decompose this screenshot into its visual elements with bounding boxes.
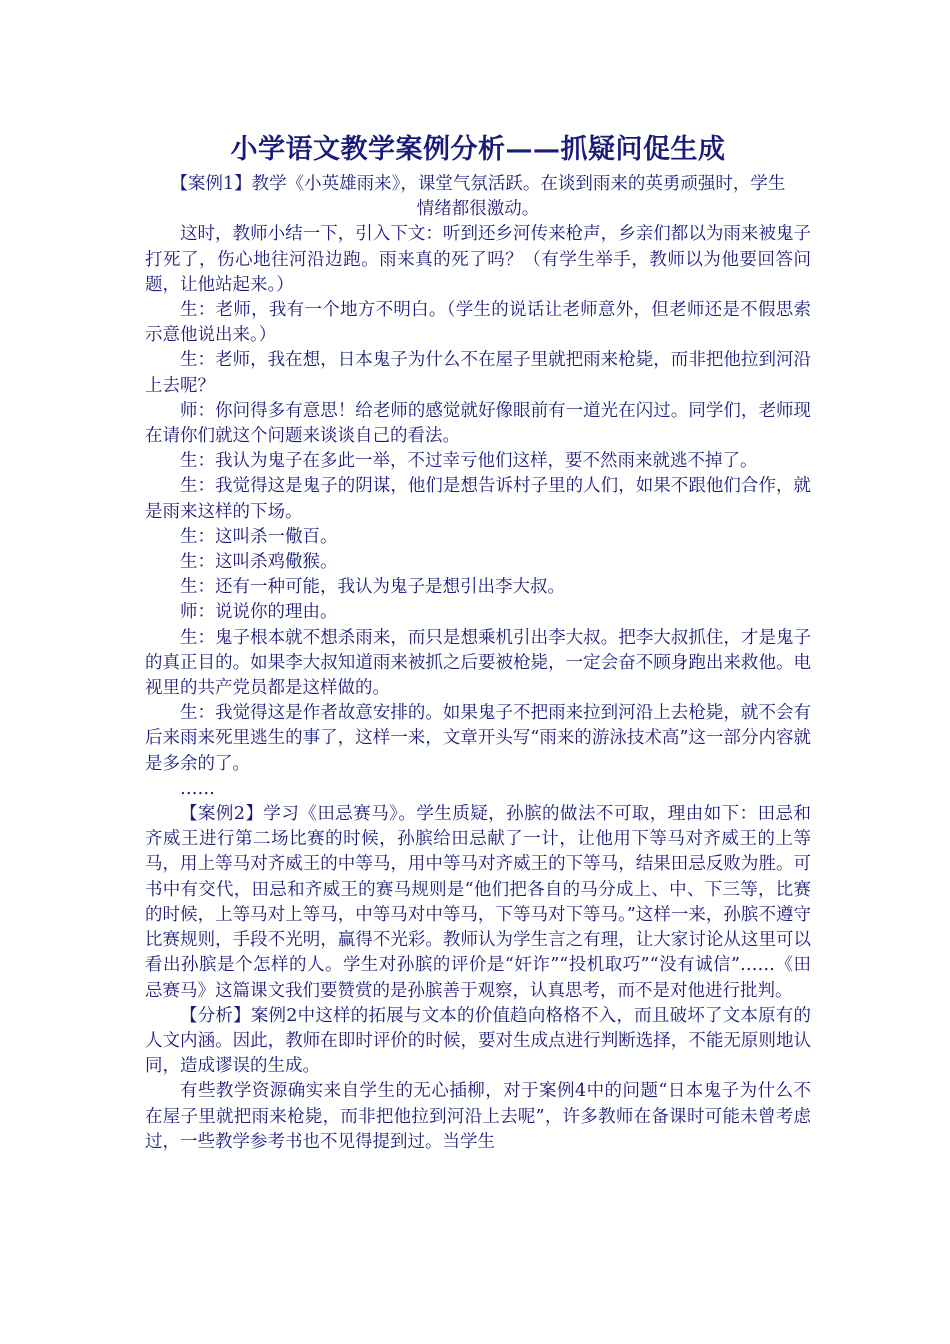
paragraph-analysis: 【分析】案例2中这样的拓展与文本的价值趋向格格不入，而且破坏了文本原有的人文内涵。因此，教师在即时评价的时候，要对生成点进行判断选择，不能无原则地认同，造成谬误的生成。 [145,1005,811,1077]
paragraph: 生：还有一种可能，我认为鬼子是想引出李大叔。 [180,577,565,598]
paragraph-case-2: 【案例2】学习《田忌赛马》。学生质疑，孙膑的做法不可取，理由如下：田忌和齐威王进行第二场比赛的时候，孙膑给田忌献了一计，让他用下等马对齐威王的上等马，用上等马对齐威王的中等马，用中等马对齐威王的下等马，结果田忌反败为胜。可书中有交代，田忌和齐威王的赛马规则是“他们把各自的马分成上、中、下三等，比赛的时候，上等马对上等马，中等马对中等马，下等马对下等马。”这样一来，孙膑不遵守比赛规则，手段不光明，赢得不光彩。教师认为学生言之有理，让大家讨论从这里可以看出孙膑是个怎样的人。学生对孙膑的评价是“奸诈”“投机取巧”“没有诚信”……《田忌赛马》这篇课文我们要赞赏的是孙膑善于观察，认真思考，而不是对他进行批判。 [145,804,811,1001]
paragraph: 生：这叫杀一儆百。 [180,526,338,547]
paragraph: 师：说说你的理由。 [180,602,338,623]
paragraph: 生：老师，我有一个地方不明白。（学生的说话让老师意外，但老师还是不假思索示意他说出来。） [145,300,811,346]
paragraph-case-1-intro: 【案例1】教学《小英雄雨来》，课堂气氛活跃。在谈到雨来的英勇顽强时，学生情绪都很激动。 [170,174,786,220]
paragraph: 有些教学资源确实来自学生的无心插柳，对于案例4中的问题“日本鬼子为什么不在屋子里就把雨来枪毙，而非把他拉到河沿上去呢”，许多教师在备课时可能未曾考虑过，一些教学参考书也不见得提到过。当学生 [145,1081,811,1152]
paragraph: 生：老师，我在想，日本鬼子为什么不在屋子里就把雨来枪毙，而非把他拉到河沿上去呢？ [145,350,811,396]
paragraph: 生：我觉得这是作者故意安排的。如果鬼子不把雨来拉到河沿上去枪毙，就不会有后来雨来死里逃生的事了，这样一来，文章开头写“雨来的游泳技术高”这一部分内容就是多余的了。 [145,703,811,774]
document-title: 小学语文教学案例分析——抓疑问促生成 [230,134,726,165]
document-page [145,130,811,1155]
paragraph: 生：这叫杀鸡儆猴。 [180,552,338,573]
paragraph: 这时，教师小结一下，引入下文：听到还乡河传来枪声，乡亲们都以为雨来被鬼子打死了，伤心地往河沿边跑。雨来真的死了吗？（有学生举手，教师以为他要回答问题，让他站起来。） [145,224,811,295]
ellipsis-paragraph: …… [180,778,215,799]
paragraph: 师：你问得多有意思！给老师的感觉就好像眼前有一道光在闪过。同学们，老师现在请你们就这个问题来谈谈自己的看法。 [145,400,811,447]
paragraph: 生：鬼子根本就不想杀雨来，而只是想乘机引出李大叔。把李大叔抓住，才是鬼子的真正目的。如果李大叔知道雨来被抓之后要被枪毙，一定会奋不顾身跑出来救他。电视里的共产党员都是这样做的。 [145,627,811,699]
paragraph: 生：我认为鬼子在多此一举，不过幸亏他们这样，要不然雨来就逃不掉了。 [180,451,758,472]
paragraph: 生：我觉得这是鬼子的阴谋，他们是想告诉村子里的人们，如果不跟他们合作，就是雨来这样的下场。 [145,476,811,522]
